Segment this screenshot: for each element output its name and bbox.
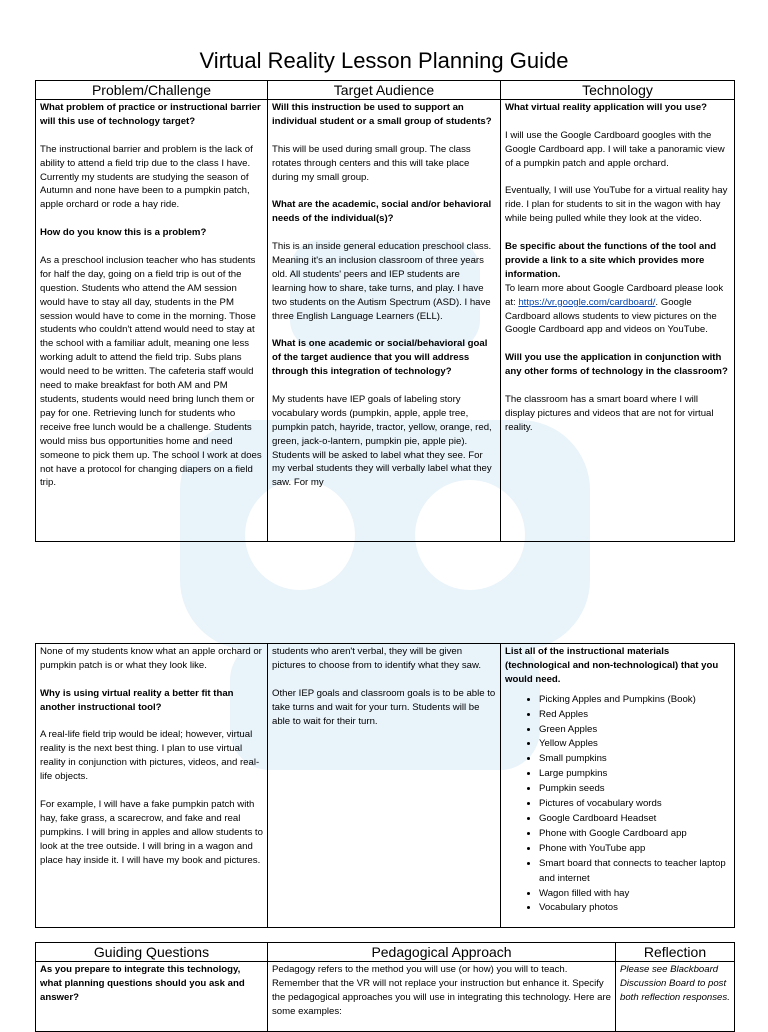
list-item: • Pictures of vocabulary words [539,797,730,812]
list-item: • Red Apples [539,708,730,723]
continued-problem-cell [36,644,268,928]
header-technology: Technology [501,81,735,100]
page-title: Virtual Reality Lesson Planning Guide [199,48,569,73]
continued-audience-cell [268,644,501,928]
list-item: • Wagon filled with hay [539,887,730,902]
technology-answer-2-post: . Google Cardboard allows students to view pictures on the Google Cardboard app and videos on YouTube. [505,296,717,336]
pedagogy-cell [268,962,616,1032]
list-item: • Picking Apples and Pumpkins (Book) [539,693,730,708]
header-reflection: Reflection [616,943,735,962]
list-item: • Large pumpkins [539,767,730,782]
planning-table-continued [35,643,735,928]
audience-question-2: What are the academic, social and/or behavioral needs of the individual(s)? [272,199,492,225]
list-item: • Small pumpkins [539,752,730,767]
planning-table-bottom [35,942,735,1032]
planning-table-top [35,80,735,542]
continued-problem-answer: None of my students know what an apple orchard or pumpkin patch is or what they look like. [40,646,262,671]
list-item: • Pumpkin seeds [539,782,730,797]
audience-answer-3: My students have IEP goals of labeling story vocabulary words (pumpkin, apple, apple tree, pumpkin patch, hayride, tractor, yellow, orange, red, green, jack-o-lantern, pumpkin pie, apple pie). Students will be asked to label what they see. For my verbal students they will verbally label what they saw. For my [272,393,492,489]
technology-answer-2-pre: To learn more about Google Cardboard please look at: [505,282,724,308]
continued-problem-question: Why is using virtual reality a better fit than another instructional tool? [40,687,234,713]
continued-problem-answer-2: A real-life field trip would be ideal; however, virtual reality is the next best thing. I plan to use virtual reality in conjunction with pictures, videos, and real-life objects. [40,729,260,783]
list-item: • Vocabulary photos [539,901,730,916]
list-item: • Smart board that connects to teacher laptop and internet [539,857,730,887]
technology-answer: I will use the Google Cardboard googles with the Google Cardboard app. I will take a panoramic view of a pumpkin patch and apple orchard. [505,129,725,169]
continued-problem-answer-3: For example, I will have a fake pumpkin patch with hay, fake grass, a scarecrow, and fake and real pumpkins. I will bring in apples and allow students to look at the tree outside. I will bring in a wagon and place hay inside it. I will have my book and pictures. [40,798,263,866]
technology-question-2: Be specific about the functions of the tool and provide a link to a site which provides more information. [505,241,717,280]
list-item: • Phone with YouTube app [539,842,730,857]
problem-question: What problem of practice or instructional barrier will this use of technology target? [40,102,261,127]
technology-answer-2 [505,282,730,338]
reflection-text: Please see Blackboard Discussion Board to post both reflection responses. [620,964,730,1003]
technology-question-3: Will you use the application in conjunction with any other forms of technology in the classroom? [505,352,728,378]
header-audience: Target Audience [268,81,501,100]
audience-answer: This will be used during small group. The class rotates through centers and this will take place during my small group. [272,143,471,183]
audience-question: Will this instruction be used to support an individual student or a small group of students? [272,102,492,127]
header-pedagogy: Pedagogical Approach [268,943,616,962]
guiding-question: As you prepare to integrate this technology, what planning questions should you ask and answer? [40,964,245,1003]
audience-answer-2: This is an inside general education preschool class. Meaning it's an inclusion classroom of three years old. All students' peers and IEP students are learning how to share, take turns, and play. I have two students on the Autism Spectrum (ASD). I have three English Language Learners (ELL). [272,241,492,322]
technology-answer-3: The classroom has a smart board where I will display pictures and videos that are not for virtual reality. [505,393,714,433]
problem-question-2: How do you know this is a problem? [40,227,207,239]
audience-cell [268,100,501,542]
technology-cell [501,100,735,542]
materials-question: List all of the instructional materials (technological and non-technological) that you would need. [505,646,719,685]
technology-answer-b: Eventually, I will use YouTube for a virtual reality hay ride. I plan for students to sit in the wagon with hay while being pulled while they look at the video. [505,185,728,225]
continued-audience-answer: students who aren't verbal, they will be given pictures to choose from to identify what they saw. [272,646,482,671]
problem-answer: The instructional barrier and problem is the lack of ability to attend a field trip due to the class I have. Currently my students are studying the season of Autumn and none have been to a pumpkin patch, apple orchard or rode a hay ride. [40,143,253,211]
pedagogy-text: Pedagogy refers to the method you will use (or how) you will to teach. Remember that the VR will not replace your instruction but enhance it. Specify the pedagogical approaches you will use in integrating this technology. Here are some examples: [272,964,612,1017]
list-item: • Phone with Google Cardboard app [539,827,730,842]
list-item: • Google Cardboard Headset [539,812,730,827]
materials-list [505,693,730,917]
problem-cell [36,100,268,542]
list-item: • Green Apples [539,723,730,738]
materials-cell [501,644,735,928]
header-problem: Problem/Challenge [36,81,268,100]
header-guiding: Guiding Questions [36,943,268,962]
continued-audience-answer-2: Other IEP goals and classroom goals is to be able to take turns and wait for your turn. Students will be able to wait for their turn. [272,687,496,727]
cardboard-link[interactable]: https://vr.google.com/cardboard/ [518,296,656,308]
reflection-cell [616,962,735,1032]
list-item: • Yellow Apples [539,737,730,752]
problem-answer-2: As a preschool inclusion teacher who has students for half the day, going on a field trip is out of the question. Students who attend the AM session would have to stay all day, students in the PM session would have to come in the morning. Those students who couldn't attend would need to stay at the school with a familiar adult, meaning one less working adult to attend the field trip. Subs plans would need to be written. The cafeteria staff would need to make breakfast for both AM and PM students, students would need bring lunch them or pay for one. Retrieving lunch for students who receive free lunch would be a challenge. Students would miss bus opportunities home and need someone to pick them up. The school I work at does not have a protocol for changing diapers on a field trip. [40,254,262,489]
guiding-cell [36,962,268,1032]
audience-question-3: What is one academic or social/behavioral goal of the target audience that you will address through this integration of technology? [272,338,488,378]
technology-question: What virtual reality application will you use? [505,102,708,113]
